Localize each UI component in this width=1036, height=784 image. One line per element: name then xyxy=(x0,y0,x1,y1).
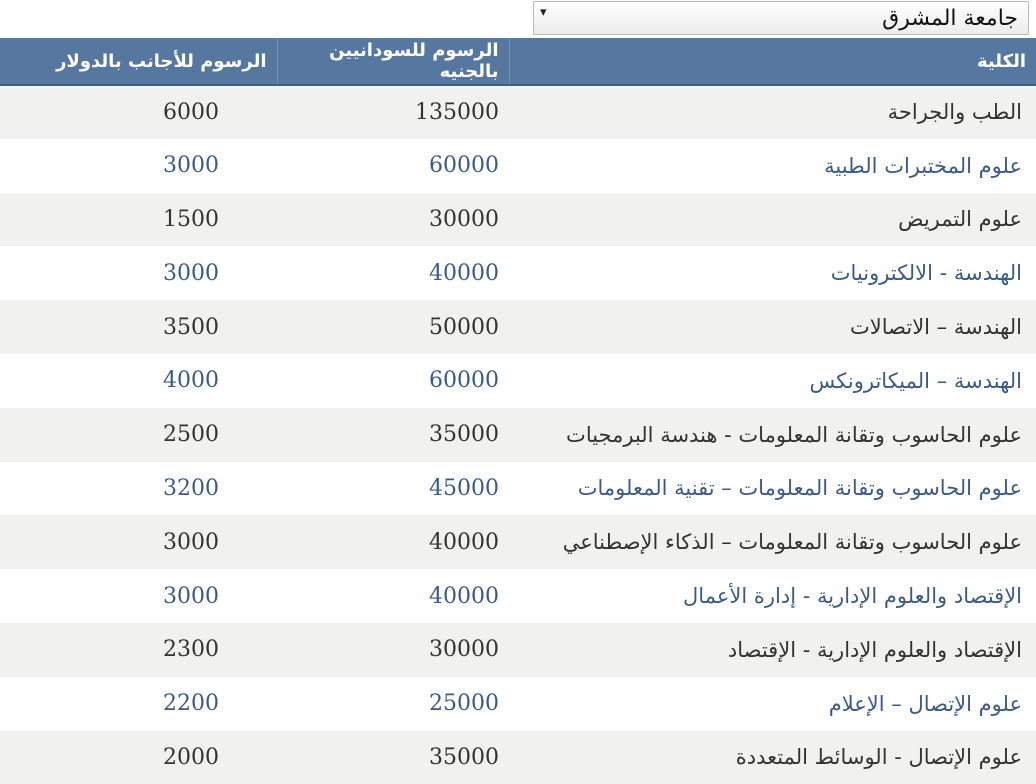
table-row xyxy=(0,246,1036,300)
fee-sdg: 35000 xyxy=(277,731,509,784)
table-row xyxy=(0,731,1036,784)
fee-usd: 3500 xyxy=(0,300,277,354)
header-fees-usd: الرسوم للأجانب بالدولار xyxy=(0,38,277,85)
fee-usd: 3000 xyxy=(0,246,277,300)
university-select-value: جامعة المشرق xyxy=(882,6,1018,31)
college-name: علوم المختبرات الطبية xyxy=(509,139,1036,193)
fee-sdg: 40000 xyxy=(277,569,509,623)
fee-usd: 2500 xyxy=(0,408,277,462)
fee-usd: 3200 xyxy=(0,462,277,516)
fee-usd: 3000 xyxy=(0,569,277,623)
college-name: الطب والجراحة xyxy=(509,85,1036,139)
fee-usd: 2300 xyxy=(0,623,277,677)
fee-sdg: 40000 xyxy=(277,515,509,569)
table-header-row xyxy=(0,38,1036,85)
fee-usd: 3000 xyxy=(0,139,277,193)
fee-sdg: 135000 xyxy=(277,85,509,139)
table-row xyxy=(0,193,1036,247)
university-select[interactable] xyxy=(533,1,1029,35)
table-row xyxy=(0,139,1036,193)
fee-usd: 3000 xyxy=(0,515,277,569)
table-row xyxy=(0,462,1036,516)
fee-sdg: 45000 xyxy=(277,462,509,516)
header-college: الكلية xyxy=(509,38,1036,85)
fee-sdg: 30000 xyxy=(277,623,509,677)
fee-sdg: 35000 xyxy=(277,408,509,462)
table-row xyxy=(0,85,1036,139)
fee-usd: 2200 xyxy=(0,677,277,731)
table-row xyxy=(0,300,1036,354)
fee-sdg: 40000 xyxy=(277,246,509,300)
fee-usd: 4000 xyxy=(0,354,277,408)
college-name: علوم الحاسوب وتقانة المعلومات – الذكاء الإصطناعي xyxy=(509,515,1036,569)
table-row xyxy=(0,354,1036,408)
university-selector-bar xyxy=(0,0,1036,38)
college-name: علوم الإتصال – الإعلام xyxy=(509,677,1036,731)
fee-sdg: 50000 xyxy=(277,300,509,354)
college-name: علوم التمريض xyxy=(509,193,1036,247)
fees-table xyxy=(0,38,1036,784)
college-name: الهندسة - الالكترونيات xyxy=(509,246,1036,300)
header-fees-sdg: الرسوم للسودانيين بالجنيه xyxy=(277,38,509,85)
fee-usd: 1500 xyxy=(0,193,277,247)
fee-usd: 2000 xyxy=(0,731,277,784)
table-row xyxy=(0,515,1036,569)
college-name: الهندسة – الاتصالات xyxy=(509,300,1036,354)
college-name: الإقتصاد والعلوم الإدارية - الإقتصاد xyxy=(509,623,1036,677)
table-row xyxy=(0,677,1036,731)
college-name: علوم الحاسوب وتقانة المعلومات - هندسة البرمجيات xyxy=(509,408,1036,462)
college-name: الهندسة – الميكاترونكس xyxy=(509,354,1036,408)
college-name: علوم الحاسوب وتقانة المعلومات – تقنية المعلومات xyxy=(509,462,1036,516)
table-row xyxy=(0,623,1036,677)
college-name: علوم الإتصال - الوسائط المتعددة xyxy=(509,731,1036,784)
fee-sdg: 25000 xyxy=(277,677,509,731)
table-row xyxy=(0,569,1036,623)
fee-sdg: 60000 xyxy=(277,139,509,193)
dropdown-arrow-icon[interactable]: ▾ xyxy=(540,5,547,20)
table-row xyxy=(0,408,1036,462)
fee-usd: 6000 xyxy=(0,85,277,139)
fee-sdg: 30000 xyxy=(277,193,509,247)
college-name: الإقتصاد والعلوم الإدارية - إدارة الأعمال xyxy=(509,569,1036,623)
fee-sdg: 60000 xyxy=(277,354,509,408)
